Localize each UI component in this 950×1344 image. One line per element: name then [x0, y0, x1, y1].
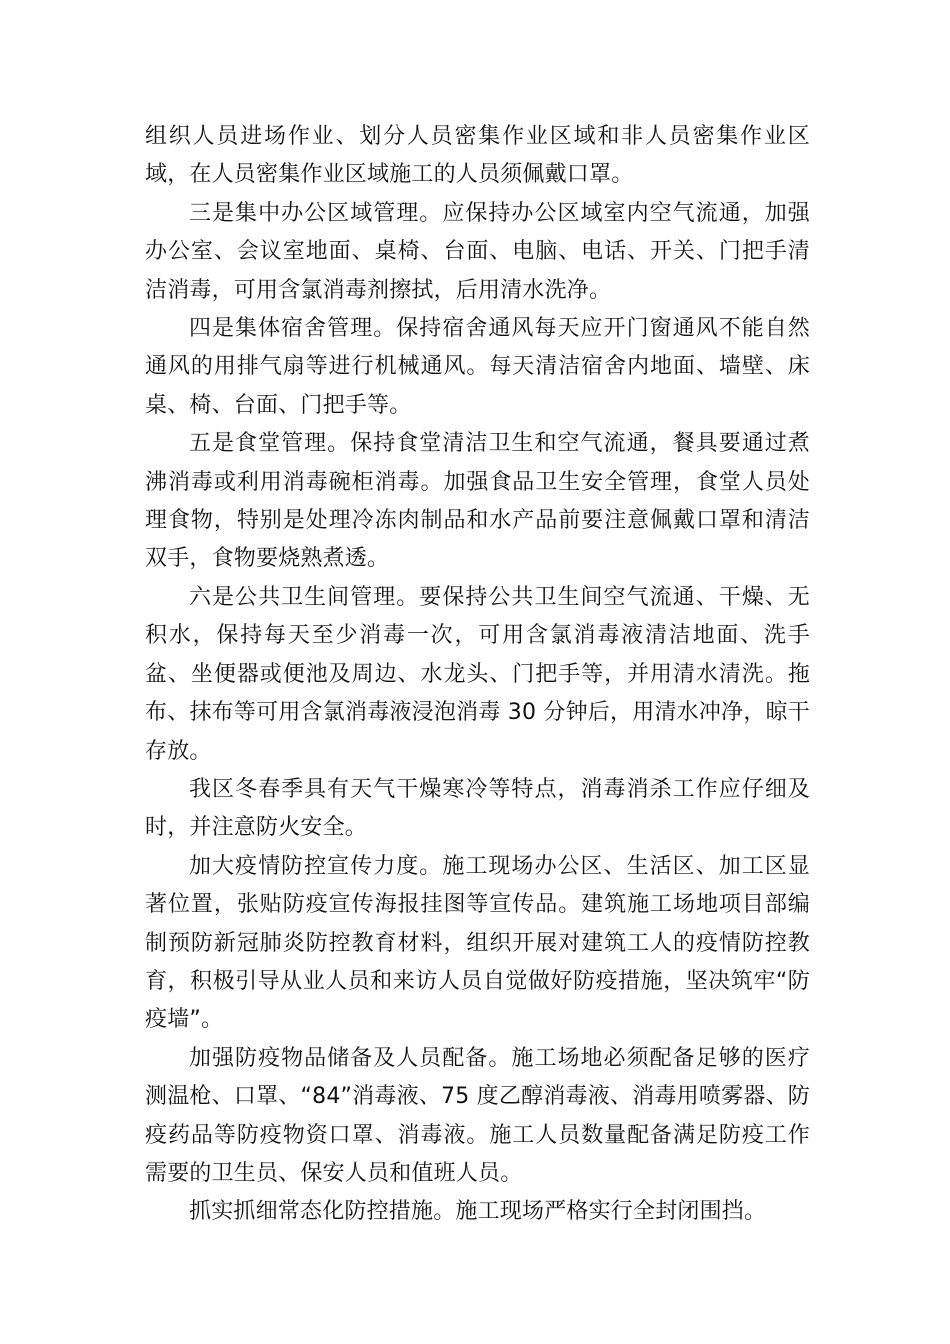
paragraph: 五是食堂管理。保持食堂清洁卫生和空气流通，餐具要通过煮沸消毒或利用消毒碗柜消毒。加强食品卫生安全管理，食堂人员处理食物，特别是处理冷冻肉制品和水产品前要注意佩戴口罩和清洁双手，食物要烧熟煮透。 — [145, 431, 810, 572]
paragraph: 三是集中办公区域管理。应保持办公区域室内空气流通，加强办公室、会议室地面、桌椅、台面、电脑、电话、开关、门把手清洁消毒，可用含氯消毒剂擦拭，后用清水洗净。 — [145, 200, 810, 303]
paragraph: 抓实抓细常态化防控措施。施工现场严格实行全封闭围挡。 — [189, 1199, 767, 1225]
paragraph: 组织人员进场作业、划分人员密集作业区域和非人员密集作业区域，在人员密集作业区域施工的人员须佩戴口罩。 — [145, 124, 810, 188]
paragraph: 加大疫情防控宣传力度。施工现场办公区、生活区、加工区显著位置，张贴防疫宣传海报挂图等宣传品。建筑施工场地项目部编制预防新冠肺炎防控教育材料，组织开展对建筑工人的疫情防控教育，积极引导从业人员和来访人员自觉做好防疫措施，坚决筑牢“防疫墙”。 — [145, 853, 810, 1033]
paragraph: 四是集体宿舍管理。保持宿舍通风每天应开门窗通风不能自然通风的用排气扇等进行机械通风。每天清洁宿舍内地面、墙壁、床桌、椅、台面、门把手等。 — [145, 316, 810, 418]
document-body — [145, 118, 810, 1232]
paragraph: 加强防疫物品储备及人员配备。施工场地必须配备足够的医疗测温枪、口罩、“84”消毒液、75 度乙醇消毒液、消毒用喷雾器、防疫药品等防疫物资口罩、消毒液。施工人员数量配备满足防疫工作需要的卫生员、保安人员和值班人员。 — [145, 1045, 810, 1186]
paragraph: 我区冬春季具有天气干燥寒冷等特点，消毒消杀工作应仔细及时，并注意防火安全。 — [145, 776, 810, 841]
paragraph: 六是公共卫生间管理。要保持公共卫生间空气流通、干燥、无积水，保持每天至少消毒一次，可用含氯消毒液清洁地面、洗手盆、坐便器或便池及周边、水龙头、门把手等，并用清水清洗。拖布、抹布等可用含氯消毒液浸泡消毒 30 分钟后，用清水冲净，晾干存放。 — [145, 584, 810, 764]
